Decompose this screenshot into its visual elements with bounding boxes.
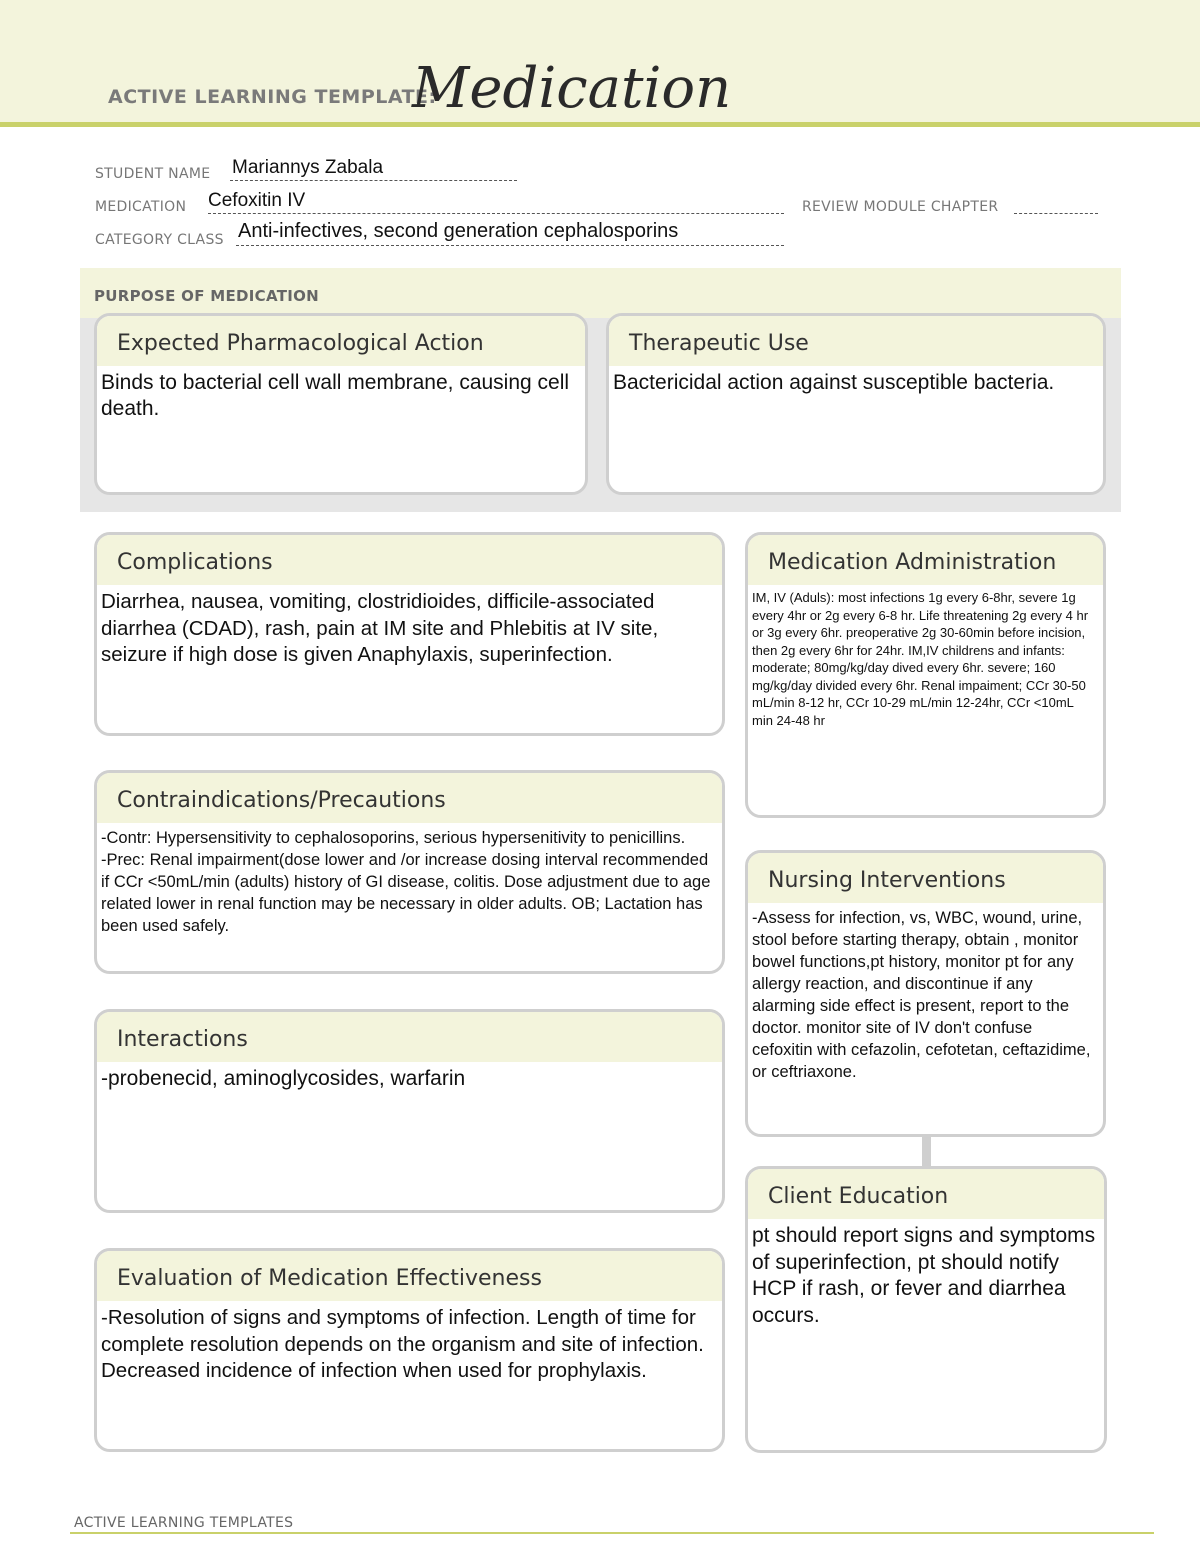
nursing-box bbox=[745, 850, 1106, 1137]
complications-title: Complications bbox=[117, 550, 273, 575]
therapeutic-use-text: Bactericidal action against susceptible bacteria. bbox=[613, 371, 1055, 394]
footer-label: ACTIVE LEARNING TEMPLATES bbox=[74, 1515, 294, 1531]
complications-text: Diarrhea, nausea, vomiting, clostridioides, difficile-associated diarrhea (CDAD), rash, pain at IM site and Phlebitis at IV site, seizure if high dose is given Anaphylaxis, superinfection. bbox=[101, 590, 659, 666]
purpose-label: PURPOSE OF MEDICATION bbox=[94, 287, 320, 305]
medication-value: Cefoxitin IV bbox=[208, 190, 306, 211]
page-title: Medication bbox=[412, 56, 732, 121]
student-name-label: STUDENT NAME bbox=[95, 166, 211, 182]
contraindications-title: Contraindications/Precautions bbox=[117, 788, 446, 813]
student-name-underline bbox=[230, 180, 517, 181]
category-value: Anti-infectives, second generation cephalosporins bbox=[238, 220, 679, 242]
client-education-text: pt should report signs and symptoms of superinfection, pt should notify HCP if rash, or fever and diarrhea occurs. bbox=[752, 1224, 1096, 1327]
review-module-label: REVIEW MODULE CHAPTER bbox=[802, 199, 999, 215]
expected-action-text: Binds to bacterial cell wall membrane, causing cell death. bbox=[101, 371, 570, 420]
therapeutic-use-title: Therapeutic Use bbox=[629, 331, 809, 356]
interactions-text: -probenecid, aminoglycosides, warfarin bbox=[101, 1067, 466, 1090]
administration-box bbox=[745, 532, 1106, 818]
contraindications-text: -Contr: Hypersensitivity to cephalosoporins, serious hypersenitivity to penicillins. -Prec: Renal impairment(dose lower and /or increase dosing interval recommended if CCr <50mL/min (adults) history of GI disease, colitis. Dose adjustment due to age related lower in renal function may be necessary in older adults. OB; Lactation has been used safely. bbox=[101, 829, 711, 935]
contraindications-box bbox=[94, 770, 725, 974]
interactions-title: Interactions bbox=[117, 1027, 248, 1052]
administration-text: IM, IV (Aduls): most infections 1g every 6-8hr, severe 1g every 4hr or 2g every 6-8 hr. Life threatening 2g every 4 hr or 3g every 6hr. preoperative 2g 30-60min before incision, then 2g every 6hr for 24hr. IM,IV childrens and infants: moderate; 80mg/kg/day dived every 6hr. severe; 160 mg/kg/day divided every 6hr. Renal impaiment; CCr 30-50 mL/min 8-12 hr, CCr 10-29 mL/min 12-24hr, CCr <10mL min 24-48 hr bbox=[752, 590, 1089, 728]
student-name-value: Mariannys Zabala bbox=[232, 157, 384, 178]
evaluation-box bbox=[94, 1248, 725, 1452]
medication-underline bbox=[208, 213, 784, 214]
evaluation-text: -Resolution of signs and symptoms of infection. Length of time for complete resolution depends on the organism and site of infection. Decreased incidence of infection when used for prophylaxis. bbox=[101, 1306, 704, 1382]
nursing-title: Nursing Interventions bbox=[768, 868, 1006, 893]
interactions-box bbox=[94, 1009, 725, 1213]
evaluation-title: Evaluation of Medication Effectiveness bbox=[117, 1266, 542, 1291]
client-education-box bbox=[745, 1166, 1107, 1453]
review-module-underline bbox=[1014, 213, 1098, 214]
footer-rule bbox=[70, 1532, 1154, 1534]
nursing-education-connector bbox=[922, 1136, 931, 1166]
category-label: CATEGORY CLASS bbox=[95, 232, 224, 248]
therapeutic-use-box bbox=[606, 313, 1106, 495]
client-education-title: Client Education bbox=[768, 1184, 949, 1209]
administration-title: Medication Administration bbox=[768, 550, 1057, 575]
medication-label: MEDICATION bbox=[95, 199, 187, 215]
template-label: ACTIVE LEARNING TEMPLATE: bbox=[108, 86, 437, 108]
header-rule bbox=[0, 122, 1200, 127]
expected-action-title: Expected Pharmacological Action bbox=[117, 331, 484, 356]
category-underline bbox=[236, 245, 784, 246]
complications-box bbox=[94, 532, 725, 736]
expected-action-box bbox=[94, 313, 588, 495]
nursing-text: -Assess for infection, vs, WBC, wound, urine, stool before starting therapy, obtain , monitor bowel functions,pt history, monitor pt for any allergy reaction, and discontinue if any alarming side effect is present, report to the doctor. monitor site of IV don't confuse cefoxitin with cefazolin, cefotetan, ceftazidime, or ceftriaxone. bbox=[752, 909, 1091, 1081]
